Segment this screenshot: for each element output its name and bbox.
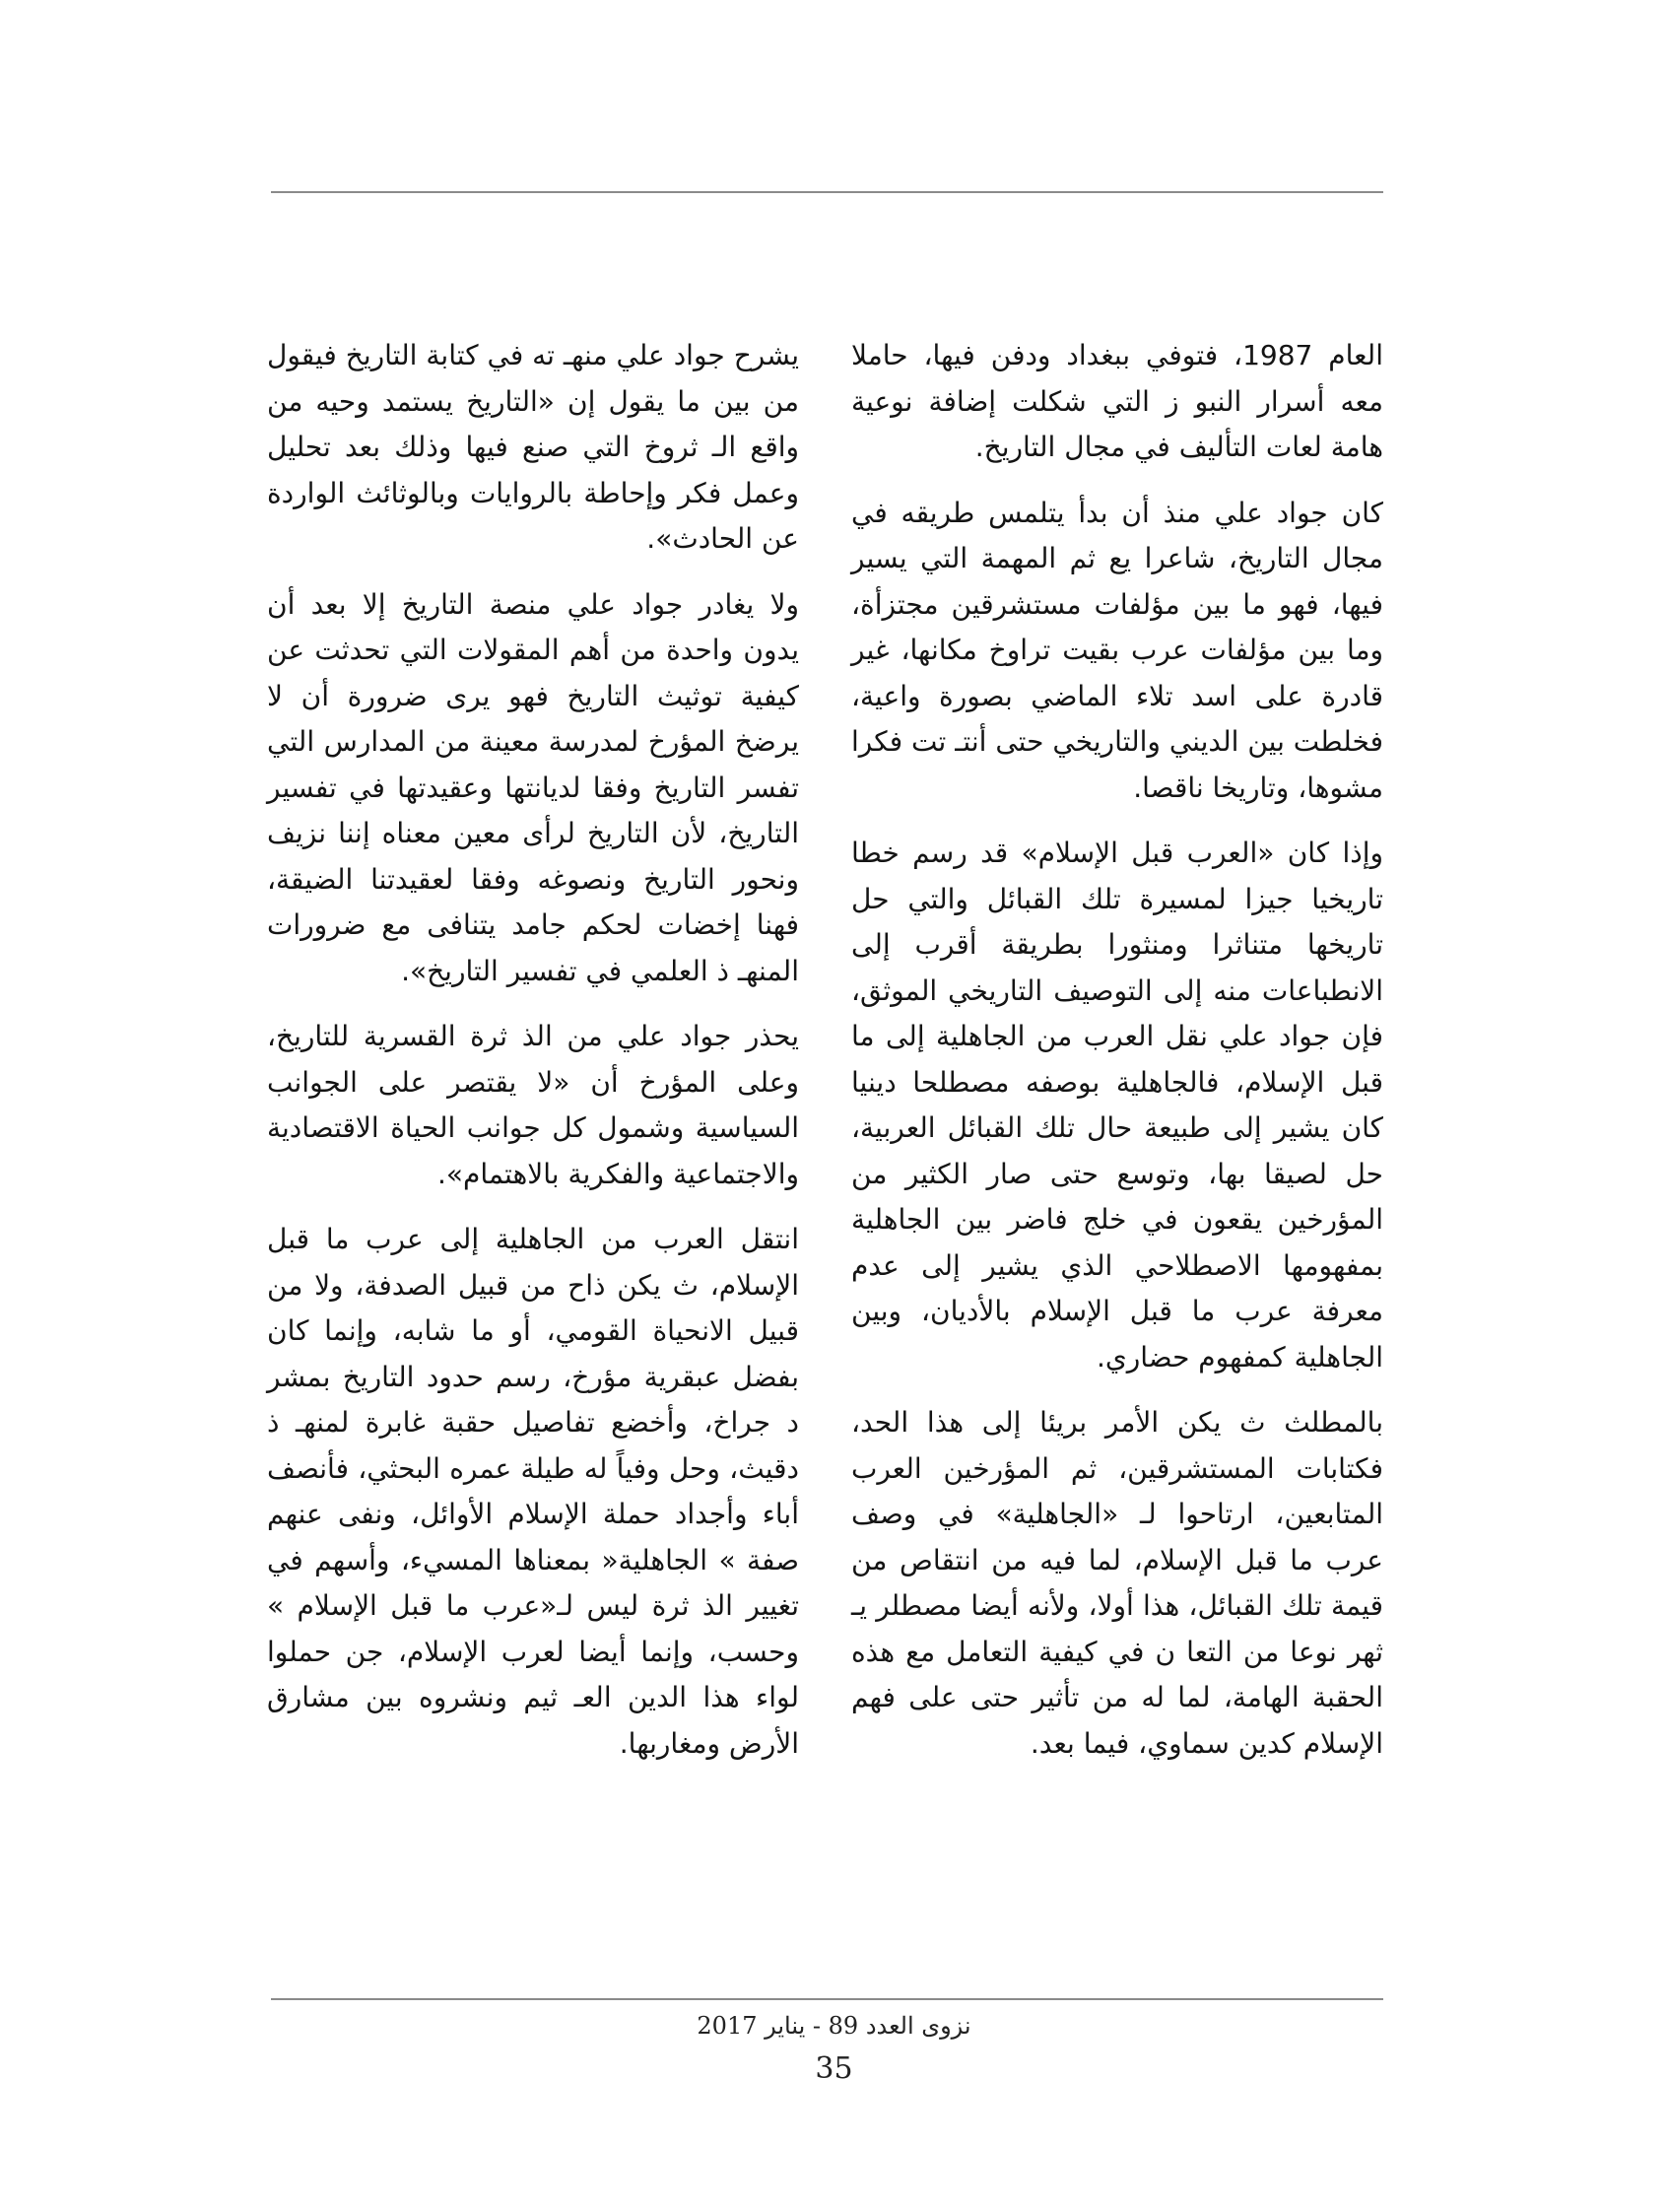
paragraph: بالمطلث ث يكن الأمر بريئا إلى هذا الحد، فكتابات المستشرقين، ثم المؤرخين العرب المتابعين، ارتاحوا لـ «الجاهلية» في وصف عرب ما قبل الإسلام، لما فيه من انتقاص من قيمة تلك القبائل، هذا أولا، ولأنه أيضا مصطلر يـ ثهر نوعا من التعا ن في كيفية التعامل مع هذه الحقبة الهامة، لما له من تأثير حتى على فهم الإسلام كدين سماوي، فيما بعد. (851, 1406, 1383, 1760)
header-rule (271, 191, 1383, 193)
text-column-left (267, 333, 799, 1767)
paragraph: يشرح جواد علي منهـ ته في كتابة التاريخ فيقول من بين ما يقول إن «التاريخ يستمد وحيه من واقع الـ ثروخ التي صنع فيها وذلك بعد تحليل وعمل فكر وإحاطة بالروايات وبالوثائث الواردة عن الحادث». (267, 339, 799, 555)
paragraph: العام 1987، فتوفي ببغداد ودفن فيها، حاملا معه أسرار النبو ز التي شكلت إضافة نوعية هامة لعات التأليف في مجال التاريخ. (851, 339, 1383, 463)
paragraph: ولا يغادر جواد علي منصة التاريخ إلا بعد أن يدون واحدة من أهم المقولات التي تحدثت عن كيفية توثيث التاريخ فهو يرى ضرورة أن لا يرضخ المؤرخ لمدرسة معينة من المدارس التي تفسر التاريخ وفقا لديانتها وعقيدتها في تفسير التاريخ، لأن التاريخ لرأى معين معناه إننا نزيف ونحور التاريخ ونصوغه وفقا لعقيدتنا الضيقة، فهنا إخضات لحكم جامد يتنافى مع ضرورات المنهـ ذ العلمي في تفسير التاريخ». (267, 587, 799, 987)
paragraph: وإذا كان «العرب قبل الإسلام» قد رسم خطا تاريخيا جيزا لمسيرة تلك القبائل والتي حل تاريخها متناثرا ومنثورا بطريقة أقرب إلى الانطباعات منه إلى التوصيف التاريخي الموثق، فإن جواد علي نقل العرب من الجاهلية إلى ما قبل الإسلام، فالجاهلية بوصفه مصطلحا دينيا كان يشير إلى طبيعة حال تلك القبائل العربية، حل لصيقا بها، وتوسع حتى صار الكثير من المؤرخين يقعون في خلج فاضر بين الجاهلية بمفهومها الاصطلاحي الذي يشير إلى عدم معرفة عرب ما قبل الإسلام بالأديان، وبين الجاهلية كمفهوم حضاري. (851, 837, 1383, 1374)
paragraph: يحذر جواد علي من الذ ثرة القسرية للتاريخ، وعلى المؤرخ أن «لا يقتصر على الجوانب السياسية وشمول كل جوانب الحياة الاقتصادية والاجتماعية والفكرية بالاهتمام». (267, 1020, 799, 1190)
paragraph: كان جواد علي منذ أن بدأ يتلمس طريقه في مجال التاريخ، شاعرا يع ثم المهمة التي يسير فيها، فهو ما بين مؤلفات مستشرقين مجتزأة، وما بين مؤلفات عرب بقيت تراوخ مكانها، غير قادرة على اسد تلاء الماضي بصورة واعية، فخلطت بين الديني والتاريخي حتى أنتـ تت فكرا مشوها، وتاريخا ناقصا. (851, 496, 1383, 804)
footer-rule (271, 1998, 1383, 2000)
issue-info: نزوى العدد 89 - يناير 2017 (697, 2012, 971, 2040)
paragraph: انتقل العرب من الجاهلية إلى عرب ما قبل الإسلام، ث يكن ذاح من قبيل الصدفة، ولا من قبيل الانحياة القومي، أو ما شابه، وإنما كان بفضل عبقرية مؤرخ، رسم حدود التاريخ بمشر د جراخ، وأخضع تفاصيل حقبة غابرة لمنهـ ذ دقيث، وحل وفياً له طيلة عمره البحثي، فأنصف أباء وأجداد حملة الإسلام الأوائل، ونفى عنهم صفة » الجاهلية« بمعناها المسيء، وأسهم في تغيير الذ ثرة ليس لـ«عرب ما قبل الإسلام » وحسب، وإنما أيضا لعرب الإسلام، جن حملوا لواء هذا الدين العـ ثيم ونشروه بين مشارق الأرض ومغاربها. (267, 1223, 799, 1760)
text-column-right (851, 333, 1383, 1767)
page-number: 35 (815, 2051, 853, 2086)
